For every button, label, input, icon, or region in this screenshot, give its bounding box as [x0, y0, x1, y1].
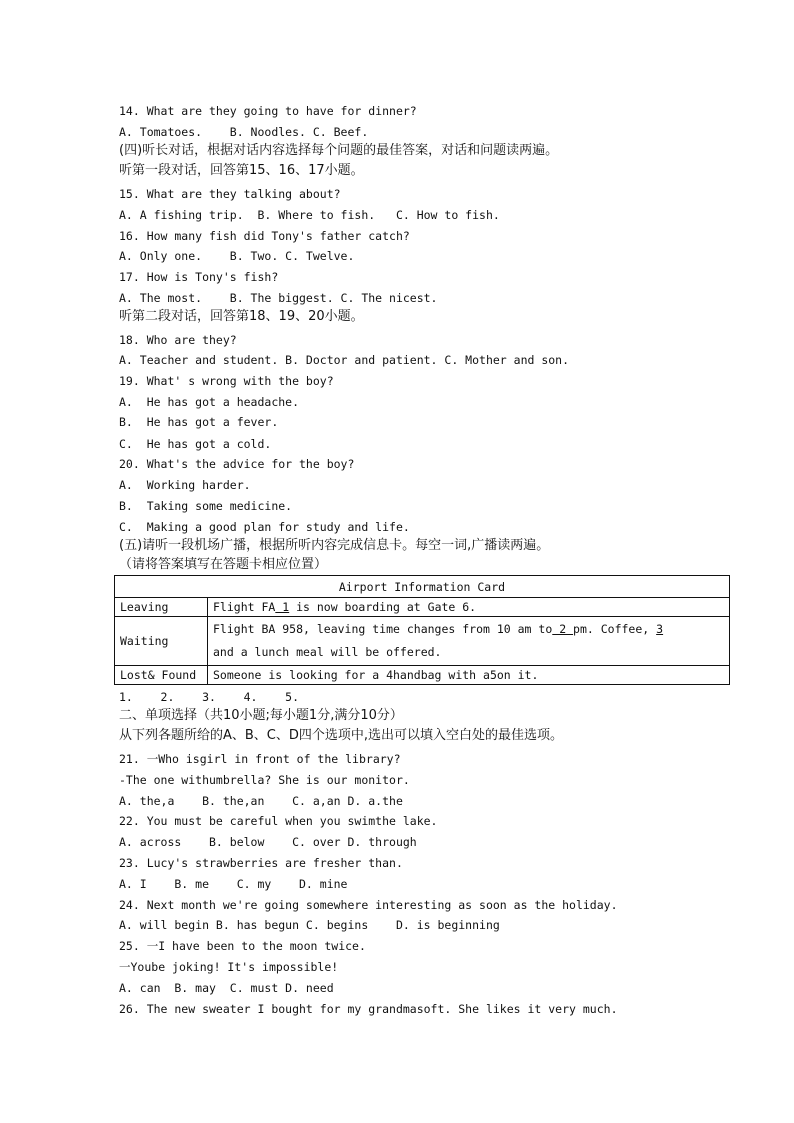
question-20: 20. What's the advice for the boy?: [119, 457, 355, 471]
question-20-option-b: B. Taking some medicine.: [119, 499, 293, 513]
question-24: 24. Next month we're going somewhere interesting as soon as the holiday.: [119, 898, 618, 912]
question-19: 19. What' s wrong with the boy?: [119, 374, 334, 388]
part-5-note: （请将答案填写在答题卡相应位置）: [119, 557, 328, 572]
question-16-options: A. Only one. B. Two. C. Twelve.: [119, 249, 355, 263]
question-23: 23. Lucy's strawberries are fresher than.: [119, 856, 403, 870]
airport-information-card: [114, 575, 730, 685]
question-17-options: A. The most. B. The biggest. C. The nicest.: [119, 291, 438, 305]
waiting-line-2: and a lunch meal will be offered.: [213, 645, 442, 659]
question-24-options: A. will begin B. has begun C. begins D. is beginning: [119, 918, 500, 932]
question-21-response: -The one withumbrella? She is our monitor.: [119, 773, 410, 787]
waiting-cell: [208, 617, 730, 666]
question-15-options: A. A fishing trip. B. Where to fish. C. How to fish.: [119, 208, 500, 222]
part-5-instruction: (五)请听一段机场广播，根据所听内容完成信息卡。每空一词,广播读两遍。: [119, 538, 550, 553]
question-15: 15. What are they talking about?: [119, 187, 341, 201]
waiting-line-1-pre: Flight BA 958, leaving time changes from 10 am to: [213, 622, 553, 636]
lost-found-text: Someone is looking for a 4handbag with a5on it.: [208, 666, 730, 685]
leaving-cell: [208, 598, 730, 617]
question-22-options: A. across B. below C. over D. through: [119, 835, 417, 849]
question-21: 21. 一Who isgirl in front of the library?: [119, 752, 401, 766]
leaving-label: Leaving: [115, 598, 208, 617]
question-18-options: A. Teacher and student. B. Doctor and patient. C. Mother and son.: [119, 353, 570, 367]
lost-found-label: Lost& Found: [115, 666, 208, 685]
question-20-option-c: C. Making a good plan for study and life.: [119, 520, 410, 534]
question-19-option-b: B. He has got a fever.: [119, 415, 279, 429]
waiting-label: Waiting: [115, 617, 208, 666]
question-21-options: A. the,a B. the,an C. a,an D. a.the: [119, 794, 403, 808]
question-14-options: A. Tomatoes. B. Noodles. C. Beef.: [119, 125, 369, 139]
card-title: Airport Information Card: [115, 576, 730, 598]
question-22: 22. You must be careful when you swimthe lake.: [119, 814, 438, 828]
section-2-instruction: 从下列各题所给的A、B、C、D四个选项中,选出可以填入空白处的最佳选项。: [119, 728, 564, 743]
question-17: 17. How is Tony's fish?: [119, 270, 279, 284]
part-4-instruction: (四)听长对话，根据对话内容选择每个问题的最佳答案，对话和问题读两遍。: [119, 143, 559, 158]
waiting-line-1-mid: pm. Coffee,: [573, 622, 657, 636]
question-18: 18. Who are they?: [119, 333, 237, 347]
dialogue-2-header: 听第二段对话，回答第18、19、20小题。: [119, 309, 364, 324]
blank-1: 1: [275, 600, 290, 614]
question-26: 26. The new sweater I bought for my grandmasoft. She likes it very much.: [119, 1002, 618, 1016]
leaving-text-post: is now boarding at Gate 6.: [289, 600, 477, 614]
question-20-option-a: A. Working harder.: [119, 478, 251, 492]
question-19-option-c: C. He has got a cold.: [119, 437, 272, 451]
question-14: 14. What are they going to have for dinner?: [119, 104, 417, 118]
question-25-options: A. can B. may C. must D. need: [119, 981, 334, 995]
dialogue-1-header: 听第一段对话，回答第15、16、17小题。: [119, 163, 364, 178]
question-25-response: 一Yoube joking! It's impossible!: [119, 960, 339, 974]
blank-2: 2: [552, 622, 574, 636]
leaving-text-pre: Flight FA: [213, 600, 276, 614]
section-2-title: 二、单项选择（共10小题;每小题1分,满分10分）: [119, 708, 403, 723]
question-16: 16. How many fish did Tony's father catch?: [119, 229, 410, 243]
question-19-option-a: A. He has got a headache.: [119, 395, 300, 409]
question-23-options: A. I B. me C. my D. mine: [119, 877, 348, 891]
question-25: 25. 一I have been to the moon twice.: [119, 939, 366, 953]
answer-line: 1. 2. 3. 4. 5.: [119, 690, 300, 704]
blank-3: 3: [656, 622, 664, 636]
